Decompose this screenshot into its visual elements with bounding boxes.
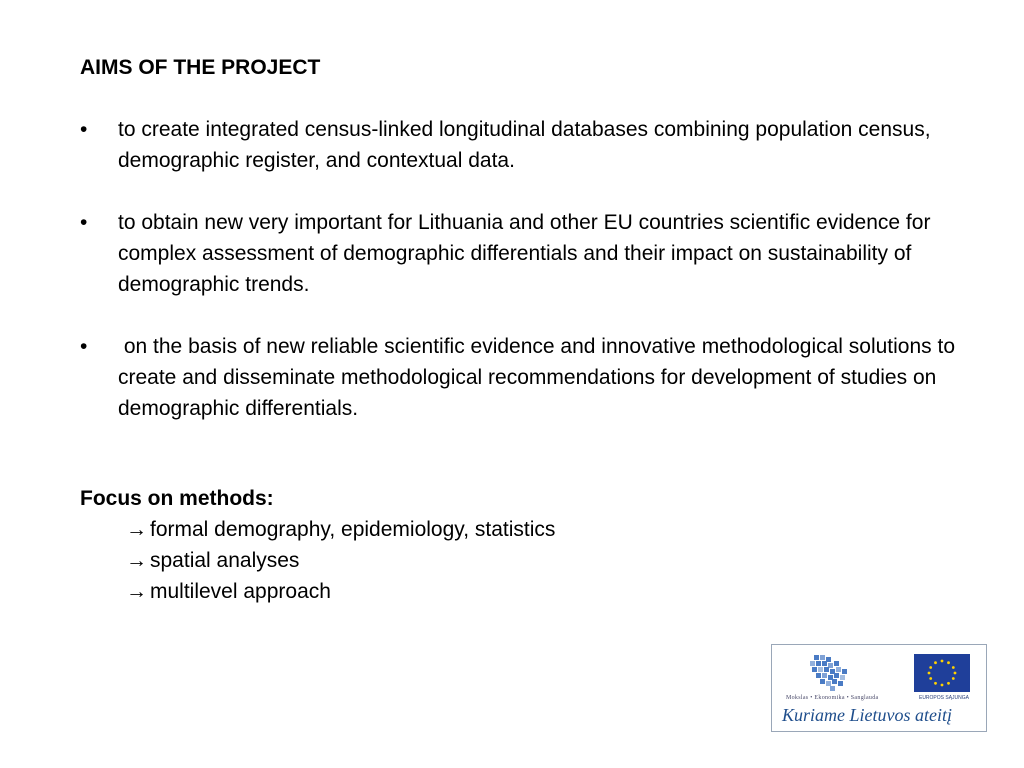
list-item: [80, 331, 960, 424]
aims-list: [80, 114, 960, 455]
method-item: [80, 576, 555, 607]
method-item: [80, 545, 555, 576]
arrow-right-icon: →: [126, 518, 147, 541]
bullet-icon: •: [80, 118, 88, 141]
logo-slogan: Kuriame Lietuvos ateitį: [782, 705, 952, 725]
page-title: AIMS OF THE PROJECT: [80, 56, 321, 79]
focus-title: Focus on methods:: [80, 487, 274, 510]
method-text: formal demography, epidemiology, statistics: [150, 518, 556, 541]
aim-text: to obtain new very important for Lithuania and other EU countries scientific evidence for complex assessment of demographic differentials and their impact on sustainability of demographic trends.: [118, 211, 931, 296]
logo-eu-text: EUROPOS SĄJUNGA: [918, 695, 969, 701]
list-item: [80, 207, 960, 300]
focus-section: [80, 483, 555, 607]
bullet-icon: •: [80, 335, 88, 358]
arrow-right-icon: →: [126, 549, 147, 572]
mosaic-logo-icon: [808, 653, 854, 693]
project-logo: [771, 644, 987, 732]
aim-text: to create integrated census-linked longitudinal databases combining population census, demographic register, and contextual data.: [118, 118, 931, 172]
method-text: multilevel approach: [150, 580, 331, 603]
arrow-right-icon: →: [126, 580, 147, 603]
bullet-icon: •: [80, 211, 88, 234]
aim-text: on the basis of new reliable scientific evidence and innovative methodological solutions to create and disseminate methodological recommendations for development of studies on demographic differentials.: [118, 335, 961, 420]
eu-flag-icon: [914, 654, 970, 692]
method-text: spatial analyses: [150, 549, 300, 572]
list-item: [80, 114, 960, 176]
method-item: [80, 514, 555, 545]
logo-org-text: Mokslas • Ekonomika • Sanglauda: [786, 695, 879, 701]
